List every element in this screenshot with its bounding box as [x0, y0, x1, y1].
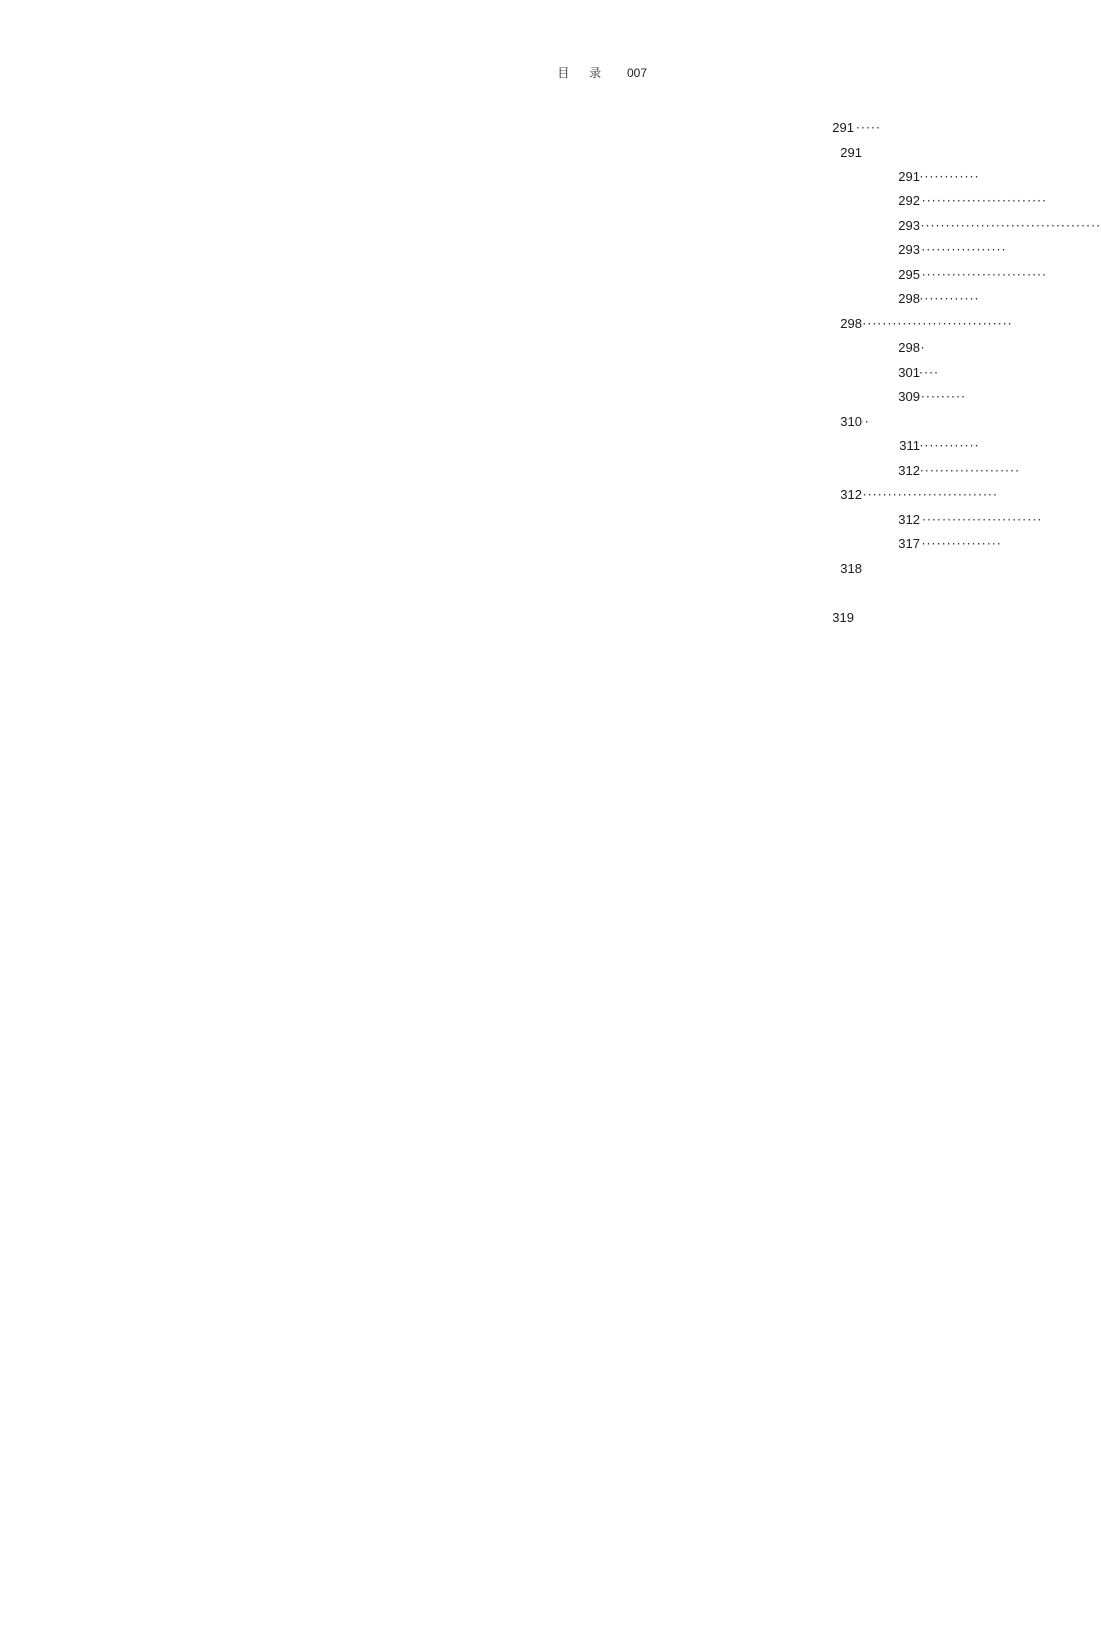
- header-title: 目 录: [557, 66, 610, 80]
- page-number: 318: [112, 559, 862, 1587]
- toc-subsection-11-1-1[interactable]: [170, 167, 920, 187]
- toc-chapter-11[interactable]: [104, 118, 854, 138]
- page-number: 309: [170, 387, 920, 1415]
- page-number: 301: [170, 363, 920, 1391]
- page-number: 291: [104, 118, 854, 1146]
- page-number: 293: [170, 240, 920, 1268]
- page-number: 292: [170, 191, 920, 1219]
- toc-subsection-11-2-3[interactable]: [170, 387, 920, 407]
- toc-subsection-11-1-2[interactable]: [170, 191, 920, 211]
- toc-subsection-11-3-2[interactable]: [170, 461, 920, 481]
- toc-subsection-11-2-2[interactable]: [170, 363, 920, 383]
- header-page-number: 007: [626, 66, 647, 80]
- toc-subsection-11-3-1[interactable]: [170, 436, 920, 456]
- toc-section-11-4[interactable]: [112, 485, 862, 505]
- page-number: 298: [170, 289, 920, 1317]
- page-number: 293: [170, 216, 920, 1244]
- page-number: 317: [170, 534, 920, 1562]
- page-number: 291: [170, 167, 920, 1195]
- page-number: 319: [104, 608, 854, 1636]
- toc-section-11-3[interactable]: [112, 412, 862, 432]
- page-number: 312: [170, 461, 920, 1489]
- toc-references[interactable]: [104, 608, 854, 628]
- toc-subsection-11-2-1[interactable]: [170, 338, 920, 358]
- toc-subsection-11-4-1[interactable]: [170, 510, 920, 530]
- page-number: 298: [112, 314, 862, 1342]
- toc-section-11-1[interactable]: [112, 143, 862, 163]
- page-number: 312: [170, 510, 920, 1538]
- running-header: [557, 64, 647, 81]
- page-number: 310: [112, 412, 862, 1440]
- page-number: 311: [170, 436, 920, 1464]
- page-number: 295: [170, 265, 920, 1293]
- toc-subsection-11-1-3[interactable]: [170, 216, 920, 236]
- page-number: 312: [112, 485, 862, 1513]
- page-number: 298: [170, 338, 920, 1366]
- toc-subsection-11-4-2[interactable]: [170, 534, 920, 554]
- toc-section-11-2[interactable]: [112, 314, 862, 334]
- toc-subsection-11-1-5[interactable]: [170, 265, 920, 285]
- toc-subsection-11-1-4[interactable]: [170, 240, 920, 260]
- toc-subsection-11-1-6[interactable]: [170, 289, 920, 309]
- toc-section-11-5[interactable]: [112, 559, 862, 579]
- page-number: 291: [112, 143, 862, 1171]
